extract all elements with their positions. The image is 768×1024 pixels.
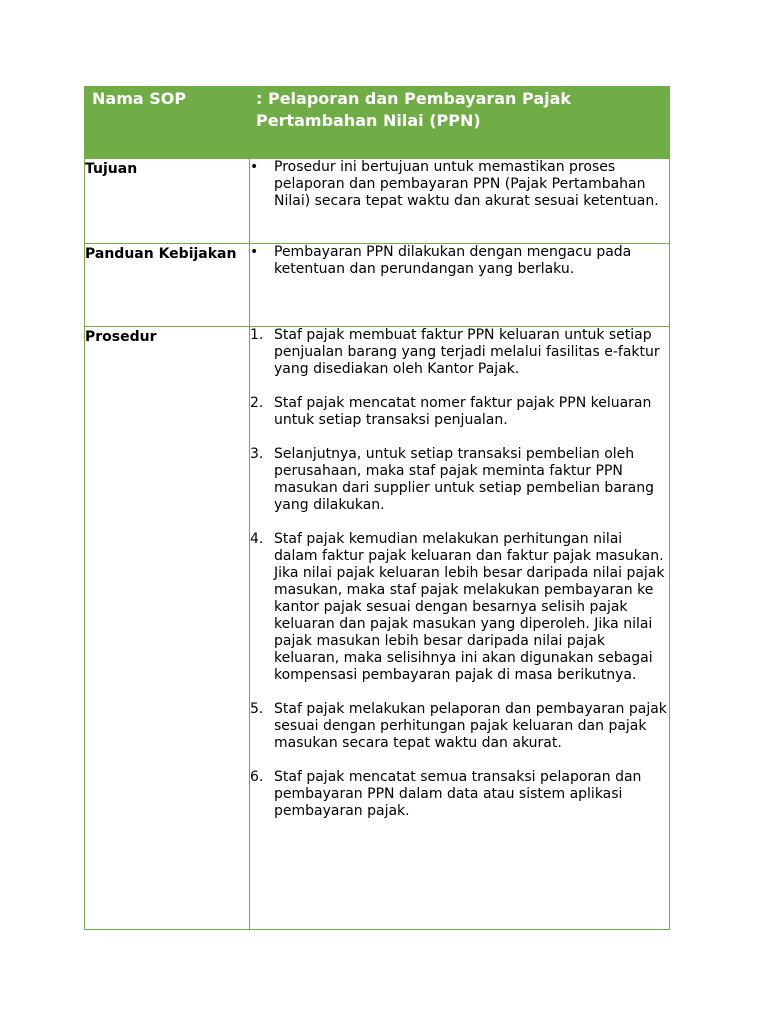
tujuan-list: [250, 159, 669, 210]
panduan-list: [250, 244, 669, 278]
prosedur-label: Prosedur: [85, 327, 250, 930]
prosedur-content: [250, 327, 670, 930]
list-item: [250, 701, 669, 752]
step-text: Staf pajak mencatat semua transaksi pelaporan dan pembayaran PPN dalam data atau sistem aplikasi pembayaran pajak.: [274, 769, 642, 819]
sop-title: : Pelaporan dan Pembayaran Pajak Pertambahan Nilai (PPN): [250, 87, 670, 159]
tujuan-text: Prosedur ini bertujuan untuk memastikan proses pelaporan dan pembayaran PPN (Pajak Pertambahan Nilai) secara tepat waktu dan akurat sesuai ketentuan.: [274, 159, 659, 209]
step-number: 5.: [250, 701, 264, 717]
prosedur-row: [85, 327, 670, 930]
step-number: 6.: [250, 769, 264, 785]
panduan-text: Pembayaran PPN dilakukan dengan mengacu pada ketentuan dan perundangan yang berlaku.: [274, 244, 632, 277]
list-item: [250, 327, 669, 378]
list-item: [250, 159, 669, 210]
step-number: 3.: [250, 446, 264, 462]
step-text: Selanjutnya, untuk setiap transaksi pembelian oleh perusahaan, maka staf pajak meminta faktur PPN masukan dari supplier untuk setiap pembelian barang yang dilakukan.: [274, 446, 654, 513]
tujuan-content: [250, 159, 670, 244]
list-item: [250, 446, 669, 514]
tujuan-row: [85, 159, 670, 244]
panduan-row: [85, 244, 670, 327]
list-item: [250, 395, 669, 429]
step-text: Staf pajak mencatat nomer faktur pajak PPN keluaran untuk setiap transaksi penjualan.: [274, 395, 652, 428]
sop-header-row: [85, 87, 670, 159]
panduan-label: Panduan Kebijakan: [85, 244, 250, 327]
list-item: [250, 769, 669, 820]
prosedur-steps: [250, 327, 669, 820]
bullet-icon: •: [250, 244, 259, 260]
step-number: 1.: [250, 327, 264, 343]
step-number: 4.: [250, 531, 264, 547]
step-text: Staf pajak membuat faktur PPN keluaran untuk setiap penjualan barang yang terjadi melalui fasilitas e-faktur yang disediakan oleh Kantor Pajak.: [274, 327, 660, 377]
step-number: 2.: [250, 395, 264, 411]
tujuan-label: Tujuan: [85, 159, 250, 244]
panduan-content: [250, 244, 670, 327]
step-text: Staf pajak melakukan pelaporan dan pembayaran pajak sesuai dengan perhitungan pajak keluaran dan pajak masukan secara tepat waktu dan akurat.: [274, 701, 667, 751]
step-text: Staf pajak kemudian melakukan perhitungan nilai dalam faktur pajak keluaran dan faktur pajak masukan. Jika nilai pajak keluaran lebih besar daripada nilai pajak masukan, maka staf pajak melakukan pembayaran ke kantor pajak sesuai dengan besarnya selisih pajak keluaran dan pajak masukan yang diperoleh. Jika nilai pajak masukan lebih besar daripada nilai pajak keluaran, maka selisihnya ini akan digunakan sebagai kompensasi pembayaran pajak di masa berikutnya.: [274, 531, 665, 683]
bullet-icon: •: [250, 159, 259, 175]
sop-name-label: Nama SOP: [85, 87, 250, 159]
list-item: [250, 244, 669, 278]
sop-table: [84, 86, 670, 930]
list-item: [250, 531, 669, 684]
